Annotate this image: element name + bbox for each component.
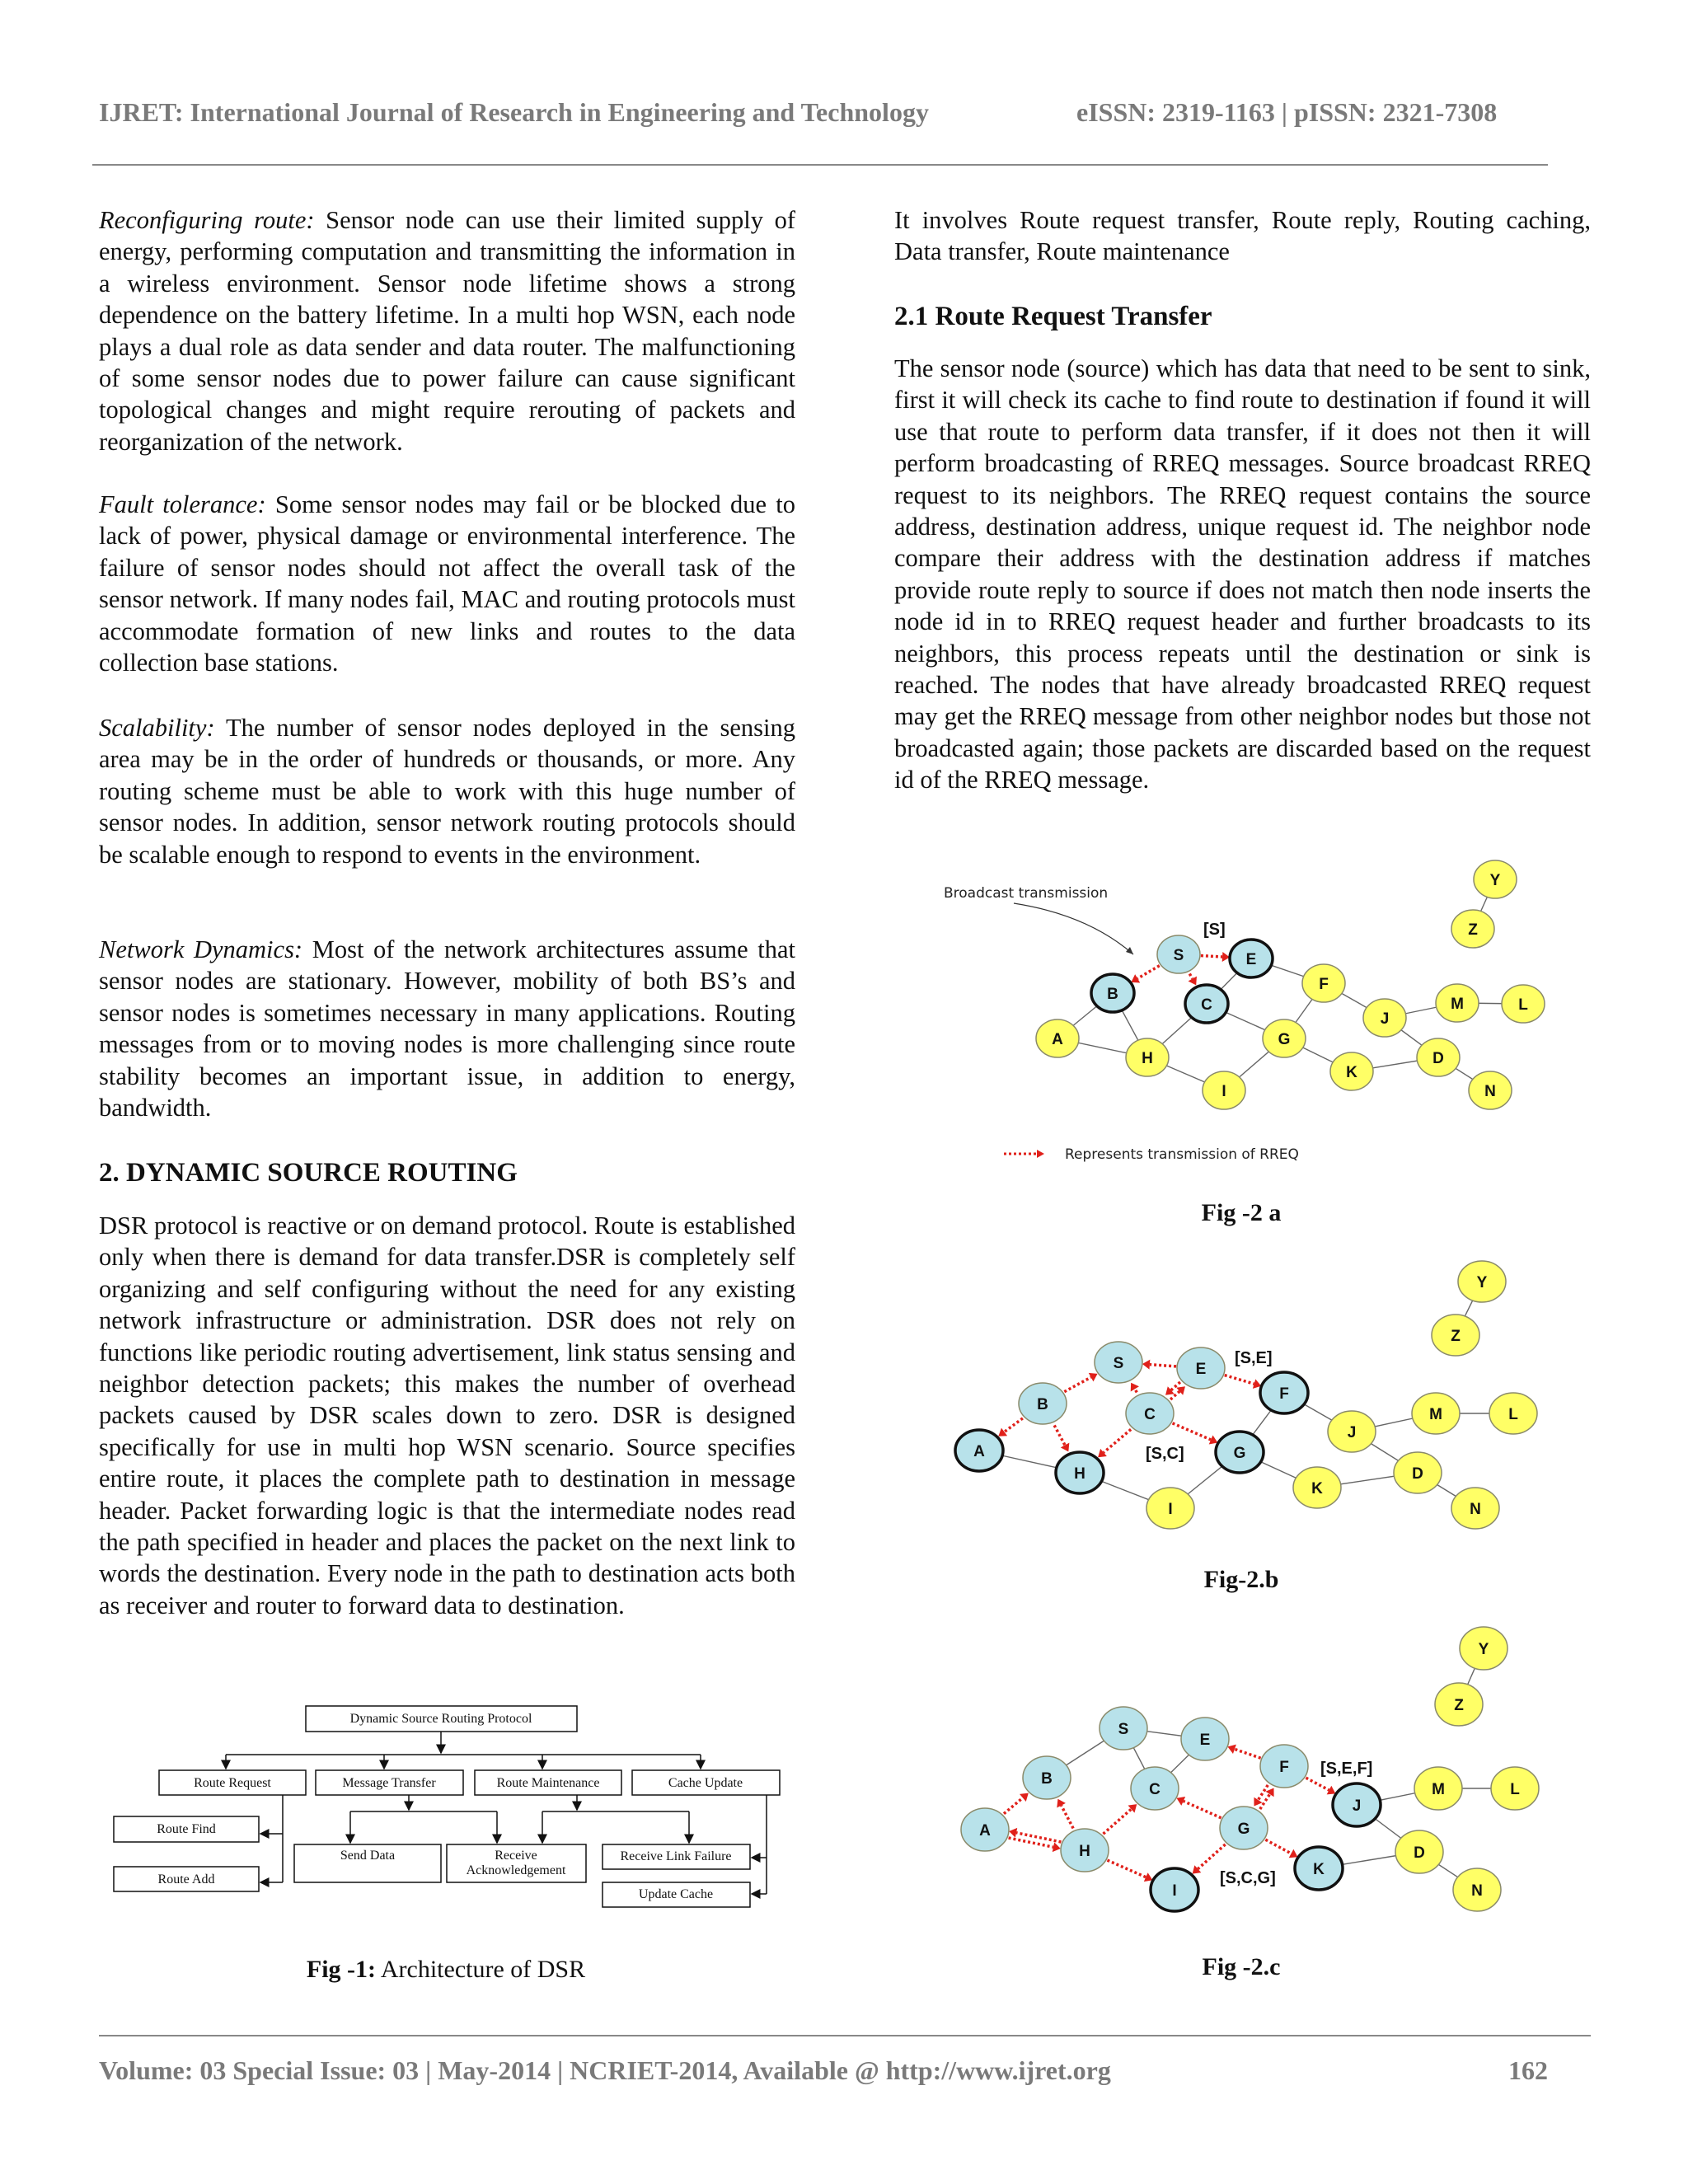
node-A [961,1808,1009,1851]
node-N [1451,1488,1499,1529]
caption-label: Fig -1: [306,1956,377,1983]
lead: Reconfiguring route: [99,206,315,234]
node-Y [1458,1261,1506,1302]
node-label: C [1144,1406,1156,1423]
node-C [1126,1393,1174,1434]
node-label: H [1074,1465,1085,1483]
paragraph-fault-tolerance [99,489,795,678]
node-K [1330,1052,1373,1090]
node-label: Y [1489,872,1501,889]
node-M [1412,1393,1460,1434]
rreq-arrow-S-E [1201,952,1230,962]
rreq-arrow-B-S [1064,1373,1097,1392]
rreq-arrow-G-K [1265,1840,1297,1858]
node-label: L [1508,1406,1518,1423]
node-label: H [1142,1050,1153,1067]
node-L [1489,1393,1537,1434]
node-label: I [1172,1882,1177,1900]
lead: Fault tolerance: [99,490,266,518]
node-label: B [1037,1396,1048,1413]
footer-volume: Volume: 03 Special Issue: 03 | May-2014 | NCRIET-2014, Available @ http://www.ijret.org [99,2055,1111,2085]
node-label: A [973,1443,985,1460]
paragraph-network-dynamics [99,934,795,1123]
rreq-arrow-E-S [1142,1360,1176,1370]
rreq-arrow-F-G [1254,1785,1268,1807]
rreq-arrow-H-I [1107,1860,1152,1882]
body: Some sensor nodes may fail or be blocked due to lack of power, physical damage or environmental interference. The failure of sensor nodes should not affect the overall task of the sensor network. If many nodes fail, MAC and routing protocols must accommodate formation of new links and routes to the data collection base stations. [99,490,795,677]
node-Z [1432,1315,1479,1356]
figure-2a-caption [1202,1199,1282,1227]
node-H [1061,1829,1109,1872]
node-S [1100,1707,1147,1750]
node-label: M [1451,996,1464,1013]
node-label: C [1149,1781,1160,1798]
node-J [1363,999,1406,1037]
box-cache-update: Cache Update [668,1776,743,1790]
node-D [1394,1452,1442,1493]
paragraph-scalability [99,712,795,870]
issn: eISSN: 2319-1163 | pISSN: 2321-7308 [1076,97,1498,127]
rreq-arrow-H-C [1103,1804,1137,1834]
figure-2a-network [923,849,1566,1179]
node-label: F [1319,976,1329,993]
rreq-arrow-E-F [1225,1376,1261,1389]
header-rule [92,164,1548,166]
node-L [1491,1767,1539,1810]
caption-label: Fig -2.c [1202,1953,1281,1980]
node-M [1436,984,1479,1022]
node-label: J [1347,1424,1357,1441]
caption-text: Architecture of DSR [376,1956,586,1983]
node-F [1260,1372,1308,1413]
node-label: I [1221,1083,1226,1100]
box-route-find: Route Find [157,1822,216,1836]
box-receive-ack-line1: Receive [495,1849,537,1863]
node-label: K [1313,1861,1325,1878]
rreq-arrow-S-C [1189,973,1197,985]
journal-title: IJRET: International Journal of Research in Engineering and Technology [99,97,929,127]
legend-rreq: Represents transmission of RREQ [1065,1146,1299,1163]
node-label: A [979,1822,991,1840]
rreq-arrow-H-B [1057,1799,1073,1829]
node-F [1260,1745,1308,1788]
node-label: F [1279,1759,1289,1776]
paragraph-reconfiguring-route [99,204,795,457]
node-H [1056,1452,1104,1493]
body: The number of sensor nodes deployed in the sensing area may be in the order of hundreds or thousands, or more. Any routing scheme must be able to work with this huge number of sensor nodes. In addition, sensor network routing protocols should be scalable enough to respond to events in the environment. [99,714,795,869]
rreq-arrow-C-H [1098,1429,1131,1457]
node-label: D [1432,1050,1444,1067]
node-E [1230,940,1273,977]
rreq-arrow-C-G [1173,1423,1218,1445]
node-Z [1451,910,1494,948]
node-label: N [1471,1882,1483,1900]
rreq-arrow-G-F [1260,1788,1274,1809]
box-update-cache: Update Cache [638,1887,714,1901]
rreq-arrow-S-B [1131,966,1159,983]
node-label: M [1429,1406,1442,1423]
node-label: S [1173,947,1184,964]
node-G [1220,1807,1268,1849]
route-tag: [S,E,F] [1320,1760,1373,1778]
node-S [1095,1342,1142,1383]
paragraph-involves: It involves Route request transfer, Route reply, Routing caching, Data transfer, Route maintenance [894,206,1591,266]
figure-2c-network [923,1615,1566,1929]
node-label: S [1118,1721,1129,1738]
figure-2b-caption [1204,1566,1279,1594]
node-B [1019,1383,1067,1424]
node-Z [1435,1683,1483,1726]
page-number: 162 [1508,2055,1548,2085]
node-label: H [1079,1843,1090,1860]
node-D [1417,1038,1460,1076]
node-A [955,1430,1003,1471]
paragraph-dsr: DSR protocol is reactive or on demand protocol. Route is established only when there is demand for data transfer.DSR is completely self organizing and self configuring without the need for any existing network infrastructure or administration. DSR does not rely on functions like periodic routing advertisement, link status sensing and neighbor detection packets; this makes the number of overhead packets caused by DSR scales down to zero. DSR is designed specifically for use in multi hop WSN scenario. Source specifies entire route, it places the complete path to destination in message header. Packet forwarding logic is that the intermediate nodes read the path specified in header and places the packet on the next link to words the destination. Every node in the path to destination acts both as receiver and router to forward data to destination. [99,1212,795,1619]
node-K [1293,1467,1341,1508]
box-message-transfer: Message Transfer [342,1776,436,1790]
node-S [1157,935,1200,973]
route-tag: [S,C,G] [1220,1869,1276,1887]
node-label: Y [1478,1641,1489,1658]
node-label: F [1279,1385,1289,1403]
node-label: I [1168,1501,1173,1518]
node-label: J [1352,1797,1362,1815]
node-L [1502,985,1545,1023]
node-I [1151,1868,1198,1911]
node-E [1181,1718,1229,1760]
node-label: N [1484,1083,1496,1100]
route-tag: [S] [1203,921,1226,939]
node-J [1328,1411,1376,1452]
rreq-arrow-A-B [1004,1793,1029,1814]
node-label: S [1113,1355,1124,1372]
caption-label: Fig -2 a [1201,1199,1282,1226]
figure-2c-caption [1203,1953,1281,1981]
rreq-arrow-F-E [1227,1745,1260,1759]
node-A [1036,1019,1079,1057]
node-label: E [1199,1732,1211,1749]
paragraph-route-request: The sensor node (source) which has data that need to be sent to sink, first it will check its cache to find route to destination if found it will use that route to perform data transfer, if it does not then it will perform broadcasting of RREQ messages. Source broadcast RREQ request to its neighbors. The RREQ request contains the source address, destination address, unique request id. The neighbor node compare their address with the destination address if matches provide route reply to source if does not match then node inserts the node id in to RREQ request header and further broadcasts to its neighbors, this process repeats until the destination or sink is reached. The nodes that have already broadcasted RREQ request may get the RREQ message from other neighbor nodes but those not broadcasted again; those packets are discarded based on the request id of the RREQ message. [894,354,1591,794]
rreq-arrow-A-H [1009,1838,1061,1852]
route-tag: [S,E] [1235,1349,1273,1367]
figure-1-caption [307,1956,585,1984]
node-M [1414,1767,1462,1810]
node-F [1302,964,1345,1002]
box-receive-link-failure: Receive Link Failure [620,1849,732,1863]
body: Most of the network architectures assume that sensor nodes are stationary. However, mobility of both BS’s and sensor nodes is sometimes necessary in many applications. Routing messages from or to moving nodes is more challenging since route stability becomes an important issue, in addition to energy, bandwidth. [99,935,795,1122]
rreq-arrow-H-A [1009,1828,1061,1842]
node-label: D [1412,1465,1423,1483]
node-G [1263,1019,1306,1057]
node-H [1126,1038,1169,1076]
node-I [1146,1488,1194,1529]
body: Sensor node can use their limited supply of energy, performing computation and transmitting the information in a wireless environment. Sensor node lifetime shows a strong dependence on the battery lifetime. In a multi hop WSN, each node plays a dual role as data sender and data router. The malfunctioning of some sensor nodes due to power failure can cause significant topological changes and might require rerouting of packets and reorganization of the network. [99,206,796,456]
node-label: E [1245,951,1257,968]
node-C [1185,985,1228,1023]
node-N [1453,1868,1501,1911]
node-label: E [1195,1361,1207,1378]
node-E [1177,1347,1225,1389]
node-label: Z [1451,1328,1461,1345]
box-route-add: Route Add [157,1872,215,1886]
node-Y [1474,860,1517,898]
node-label: N [1470,1501,1481,1518]
node-label: Y [1476,1274,1488,1291]
node-label: G [1233,1445,1246,1462]
rreq-arrow-B-A [998,1418,1023,1436]
node-I [1203,1071,1245,1109]
node-label: D [1414,1844,1425,1862]
rreq-arrow-C-S [1131,1383,1139,1393]
node-label: K [1346,1064,1357,1081]
node-Y [1460,1627,1507,1670]
caption-label: Fig-2.b [1203,1566,1279,1593]
node-C [1131,1767,1179,1810]
route-tag: [S,C] [1146,1445,1184,1463]
section-heading-dsr: 2. DYNAMIC SOURCE ROUTING [99,1158,518,1188]
lead: Scalability: [99,714,215,742]
rreq-arrow-F-J [1306,1778,1335,1794]
node-label: J [1380,1010,1390,1028]
node-N [1469,1071,1512,1109]
node-B [1091,974,1134,1012]
node-G [1216,1432,1264,1473]
node-label: L [1510,1781,1520,1798]
box-dsr-protocol: Dynamic Source Routing Protocol [349,1712,532,1726]
node-label: M [1432,1781,1445,1798]
node-label: L [1518,996,1528,1014]
box-route-maintenance: Route Maintenance [496,1776,600,1790]
figure-1-dsr-architecture [99,1690,791,1920]
node-K [1295,1847,1343,1890]
node-label: G [1278,1031,1291,1048]
footer-rule [99,2035,1591,2036]
node-label: C [1201,996,1212,1014]
lead: Network Dynamics: [99,935,303,963]
rreq-arrow-G-C [1177,1797,1221,1818]
node-label: G [1237,1821,1250,1838]
node-label: Z [1454,1697,1464,1714]
node-J [1333,1783,1381,1826]
box-send-data: Send Data [340,1849,396,1863]
rreq-arrow-B-H [1054,1425,1069,1451]
node-label: B [1041,1770,1053,1788]
node-label: A [1052,1031,1063,1048]
figure-2b-network [923,1244,1566,1549]
broadcast-label: Broadcast transmission [944,885,1109,902]
box-receive-ack-line2: Acknowledgement [466,1863,566,1877]
node-label: B [1107,986,1118,1003]
node-D [1395,1830,1443,1873]
node-B [1023,1756,1071,1799]
section-heading-route-request: 2.1 Route Request Transfer [894,302,1212,331]
box-route-request: Route Request [194,1776,271,1790]
node-label: Z [1468,921,1478,939]
node-label: K [1311,1480,1323,1497]
